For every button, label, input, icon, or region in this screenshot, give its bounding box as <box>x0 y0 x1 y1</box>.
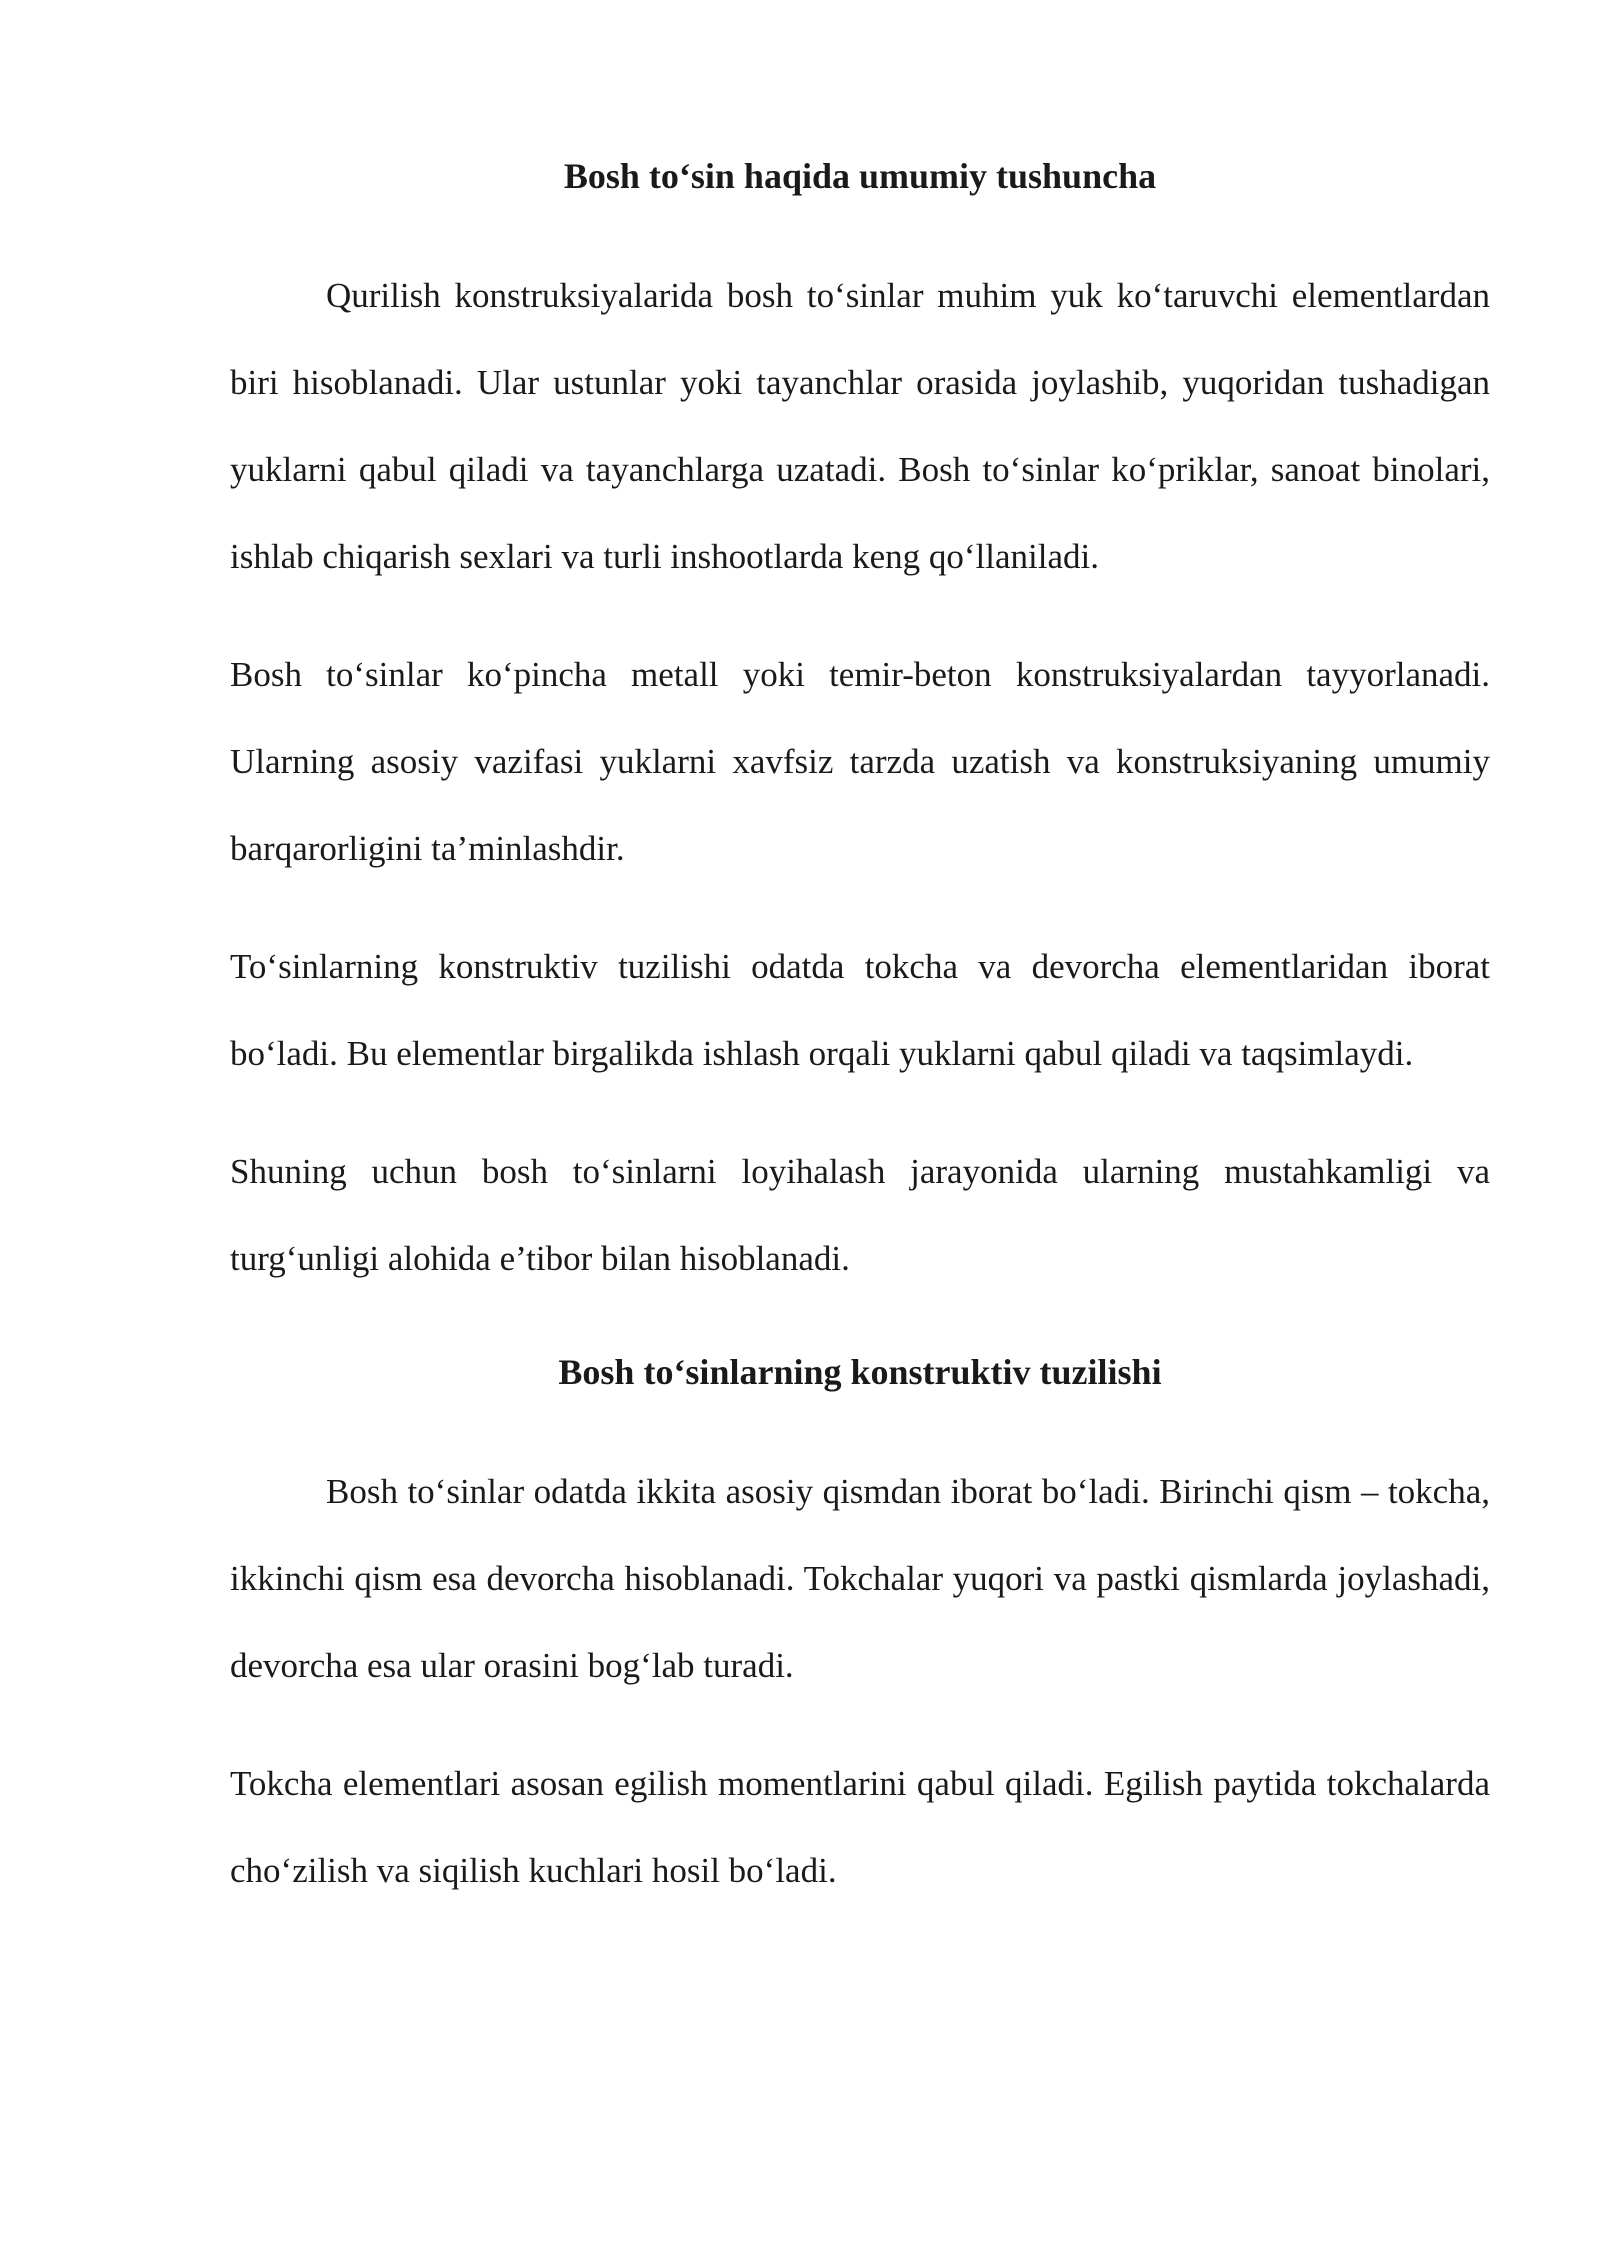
paragraph-parts: Bosh to‘sinlar odatda ikkita asosiy qismdan iborat bo‘ladi. Birinchi qism – tokcha, ikkinchi qism esa devorcha hisoblanadi. Tokchalar yuqori va pastki qismlarda joylashadi, devorcha esa ular orasini bog‘lab turadi. <box>230 1472 1490 1685</box>
paragraph-materials: Bosh to‘sinlar ko‘pincha metall yoki temir-beton konstruksiyalardan tayyorlanadi. Ularning asosiy vazifasi yuklarni xavfsiz tarzda uzatish va konstruksiyaning umumiy barqarorligini ta’minlashdir. <box>230 655 1490 868</box>
paragraph-structure: To‘sinlarning konstruktiv tuzilishi odatda tokcha va devorcha elementlaridan iborat bo‘ladi. Bu elementlar birgalikda ishlash orqali yuklarni qabul qiladi va taqsimlaydi. <box>230 947 1490 1073</box>
paragraph-flange-elements: Tokcha elementlari asosan egilish momentlarini qabul qiladi. Egilish paytida tokchalarda cho‘zilish va siqilish kuchlari hosil bo‘ladi. <box>230 1764 1490 1890</box>
paragraph-intro: Qurilish konstruksiyalarida bosh to‘sinlar muhim yuk ko‘taruvchi elementlardan biri hisoblanadi. Ular ustunlar yoki tayanchlar orasida joylashib, yuqoridan tushadigan yuklarni qabul qiladi va tayanchlarga uzatadi. Bosh to‘sinlar ko‘priklar, sanoat binolari, ishlab chiqarish sexlari va turli inshootlarda keng qo‘llaniladi. <box>230 276 1490 576</box>
paragraph-design: Shuning uchun bosh to‘sinlarni loyihalash jarayonida ularning mustahkamligi va turg‘unligi alohida e’tibor bilan hisoblanadi. <box>230 1152 1490 1278</box>
document-page <box>230 150 1490 1914</box>
section-heading-general-concept: Bosh to‘sin haqida umumiy tushuncha <box>563 156 1157 196</box>
section-heading-construction: Bosh to‘sinlarning konstruktiv tuzilishi <box>558 1352 1162 1392</box>
